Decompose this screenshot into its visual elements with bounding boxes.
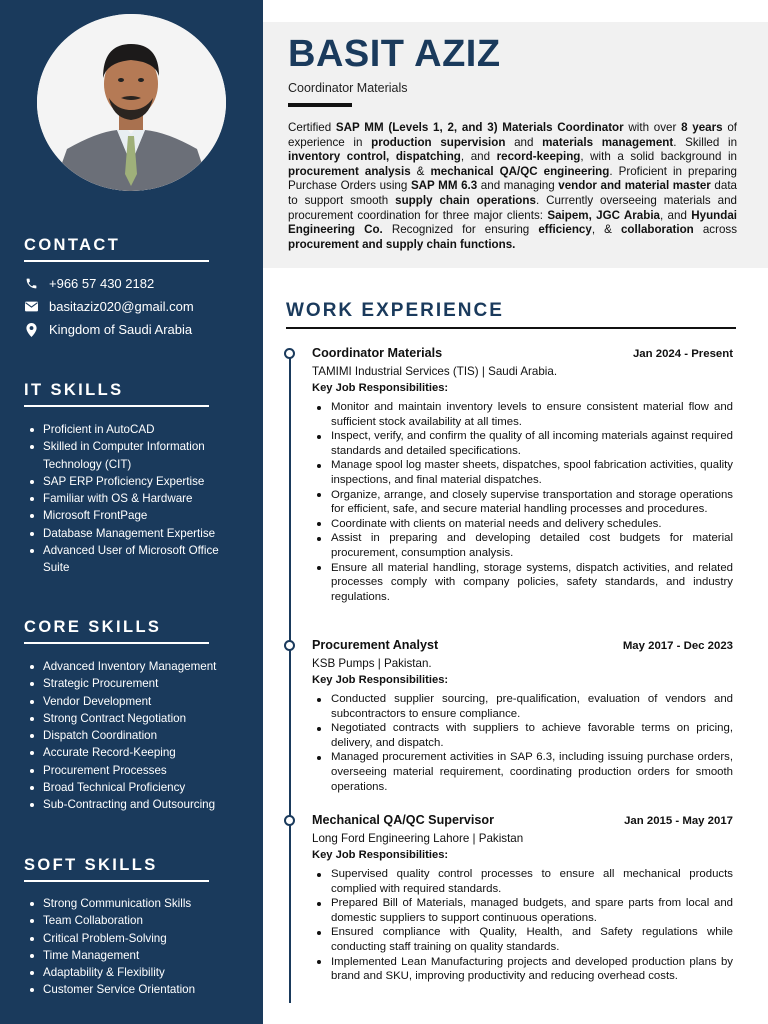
core-skill-item: Strategic Procurement <box>28 675 246 692</box>
job-bullet: Implemented Lean Manufacturing projects and developed production plans by brand and SKU, improving productivity and reducing overhead costs. <box>312 955 733 984</box>
summary-emphasis: Hyundai Engineering Co. <box>288 208 737 237</box>
location-pin-icon <box>24 323 38 337</box>
summary-emphasis: inventory control, dispatching <box>288 150 461 164</box>
job-bullet: Assist in preparing and developing detailed cost budgets for material procurement, consumption analysis. <box>312 531 733 560</box>
timeline-dot <box>284 640 295 651</box>
summary-emphasis: supply chain operations <box>395 193 536 207</box>
summary-emphasis: SAP MM 6.3 <box>410 179 478 193</box>
timeline-dot <box>284 815 295 826</box>
job-company: KSB Pumps | Pakistan. <box>312 657 432 670</box>
job-bullet: Inspect, verify, and confirm the quality of all incoming materials against required standards and detailed specifications. <box>312 429 733 458</box>
it-skill-item: Skilled in Computer Information Technology (CIT) <box>28 438 246 473</box>
core-skill-item: Vendor Development <box>28 693 246 710</box>
summary-emphasis: 8 years <box>681 121 723 134</box>
summary-emphasis: vendor and material master <box>558 179 711 193</box>
job-bullet: Negotiated contracts with suppliers to achieve favorable terms on pricing, delivery, and dispatch. <box>312 721 733 750</box>
core-skill-item: Dispatch Coordination <box>28 727 246 744</box>
candidate-name: BASIT AZIZ <box>288 33 501 75</box>
contact-divider <box>24 260 209 262</box>
contact-phone-text: +966 57 430 2182 <box>49 276 155 291</box>
job-responsibilities-label: Key Job Responsibilities: <box>312 849 449 861</box>
core-skill-item: Broad Technical Proficiency <box>28 779 246 796</box>
timeline-line <box>289 353 291 1003</box>
job-bullet: Managed procurement activities in SAP 6.3, including issuing purchase orders, overseeing material requirement, coordinating production orders for smooth operations. <box>312 750 733 794</box>
it-skill-item: Advanced User of Microsoft Office Suite <box>28 542 246 577</box>
title-underline <box>288 103 352 107</box>
summary-text: across <box>693 223 737 237</box>
summary-text: . Skilled in <box>673 135 738 149</box>
profile-photo <box>37 14 226 191</box>
summary-text: . Currently overseeing materials and procurement coordination for three major clients: <box>288 193 738 222</box>
summary-text: with over <box>623 121 682 134</box>
job-entry <box>312 346 733 604</box>
job-bullets <box>312 400 733 604</box>
soft-skills-list <box>28 895 246 999</box>
summary-emphasis: collaboration <box>620 223 694 237</box>
core-skill-item: Advanced Inventory Management <box>28 658 246 675</box>
summary-emphasis: mechanical QA/QC engineering <box>430 164 610 178</box>
summary-text: , and <box>659 208 692 222</box>
summary-text: and managing <box>477 179 559 193</box>
summary-text: Certified <box>288 121 336 134</box>
job-company: TAMIMI Industrial Services (TIS) | Saudi Arabia. <box>312 365 558 378</box>
it-skills-list <box>28 421 246 577</box>
job-bullet: Coordinate with clients on material needs and delivery schedules. <box>312 517 733 532</box>
core-skill-item: Sub-Contracting and Outsourcing <box>28 796 246 813</box>
soft-skill-item: Time Management <box>28 947 246 964</box>
job-bullets <box>312 692 733 794</box>
contact-email-text: basitaziz020@gmail.com <box>49 299 194 314</box>
soft-skill-item: Customer Service Orientation <box>28 981 246 998</box>
job-bullet: Manage spool log master sheets, dispatches, spool fabrication activities, quality inspections, and final material dispatches. <box>312 458 733 487</box>
summary-emphasis: materials management <box>542 135 674 149</box>
summary-emphasis: efficiency <box>538 223 592 237</box>
contact-phone[interactable] <box>24 276 154 291</box>
soft-skill-item: Strong Communication Skills <box>28 895 246 912</box>
summary-text: & <box>410 164 431 178</box>
summary-emphasis: procurement and supply chain functions. <box>288 237 516 251</box>
summary-text: and <box>505 135 543 149</box>
summary-text: data to support smooth <box>288 179 737 207</box>
contact-heading: CONTACT <box>24 236 121 254</box>
summary-text: Recognized for ensuring <box>382 223 539 237</box>
job-role: Mechanical QA/QC Supervisor <box>312 813 494 827</box>
job-entry <box>312 813 733 984</box>
job-role: Procurement Analyst <box>312 638 439 652</box>
soft-skill-item: Critical Problem-Solving <box>28 930 246 947</box>
job-entry <box>312 638 733 794</box>
it-skill-item: Proficient in AutoCAD <box>28 421 246 438</box>
it-skill-item: Familiar with OS & Hardware <box>28 490 246 507</box>
job-bullet: Conducted supplier sourcing, pre-qualification, evaluation of vendors and subcontractors to ensure compliance. <box>312 692 733 721</box>
summary-emphasis: record-keeping <box>496 150 581 164</box>
it-skills-divider <box>24 405 209 407</box>
job-dates: Jan 2024 - Present <box>632 348 733 360</box>
contact-location-text: Kingdom of Saudi Arabia <box>49 322 193 337</box>
candidate-title: Coordinator Materials <box>288 81 408 95</box>
core-skill-item: Strong Contract Negotiation <box>28 710 246 727</box>
soft-skill-item: Team Collaboration <box>28 912 246 929</box>
summary-text: of experience in <box>288 121 737 149</box>
job-company: Long Ford Engineering Lahore | Pakistan <box>312 832 524 845</box>
summary-emphasis: procurement analysis <box>288 164 411 178</box>
summary-text: , with a solid background in <box>580 150 737 164</box>
summary-text: , and <box>460 150 497 164</box>
envelope-icon <box>24 300 38 314</box>
work-experience-heading: WORK EXPERIENCE <box>286 300 504 321</box>
job-responsibilities-label: Key Job Responsibilities: <box>312 674 449 686</box>
work-experience-divider <box>286 327 736 329</box>
contact-location <box>24 322 192 337</box>
job-bullet: Monitor and maintain inventory levels to ensure consistent material flow and sufficient stock availability at all times. <box>312 400 733 429</box>
summary-text: . Proficient in preparing Purchase Orders using <box>288 164 737 193</box>
profile-photo-illustration <box>37 14 226 191</box>
job-dates: Jan 2015 - May 2017 <box>624 815 733 827</box>
it-skills-heading: IT SKILLS <box>24 381 124 399</box>
summary-emphasis: SAP MM (Levels 1, 2, and 3) Materials Coordinator <box>335 121 624 134</box>
job-bullets <box>312 867 733 984</box>
job-responsibilities-label: Key Job Responsibilities: <box>312 382 449 394</box>
summary-text: , & <box>591 223 621 237</box>
sidebar <box>0 0 263 1024</box>
phone-icon <box>24 277 38 291</box>
contact-email[interactable] <box>24 299 194 314</box>
soft-skills-divider <box>24 880 209 882</box>
it-skill-item: Microsoft FrontPage <box>28 507 246 524</box>
soft-skills-heading: SOFT SKILLS <box>24 856 158 874</box>
core-skill-item: Procurement Processes <box>28 762 246 779</box>
it-skill-item: Database Management Expertise <box>28 525 246 542</box>
job-dates: May 2017 - Dec 2023 <box>622 640 733 652</box>
core-skills-list <box>28 658 246 814</box>
core-skill-item: Accurate Record-Keeping <box>28 744 246 761</box>
job-bullet: Ensured compliance with Quality, Health, and Safety regulations while conducting staff training on quality standards. <box>312 925 733 954</box>
profile-summary <box>288 121 737 252</box>
it-skill-item: SAP ERP Proficiency Expertise <box>28 473 246 490</box>
soft-skill-item: Adaptability & Flexibility <box>28 964 246 981</box>
job-role: Coordinator Materials <box>312 346 443 360</box>
core-skills-divider <box>24 642 209 644</box>
job-bullet: Prepared Bill of Materials, managed budgets, and spare parts from local and domestic suppliers to support continuous operations. <box>312 896 733 925</box>
timeline-dot <box>284 348 295 359</box>
job-bullet: Organize, arrange, and closely supervise transportation and storage operations for efficient, safe, and secure material handling processes and procedures. <box>312 488 733 517</box>
core-skills-heading: CORE SKILLS <box>24 618 162 636</box>
job-bullet: Ensure all material handling, storage systems, dispatch activities, and related processes comply with company policies, safety standards, and industry regulations. <box>312 561 733 605</box>
summary-emphasis: production supervision <box>371 135 506 149</box>
summary-emphasis: Saipem, JGC Arabia <box>547 208 660 222</box>
job-bullet: Supervised quality control processes to ensure all mechanical products complied with required standards. <box>312 867 733 896</box>
